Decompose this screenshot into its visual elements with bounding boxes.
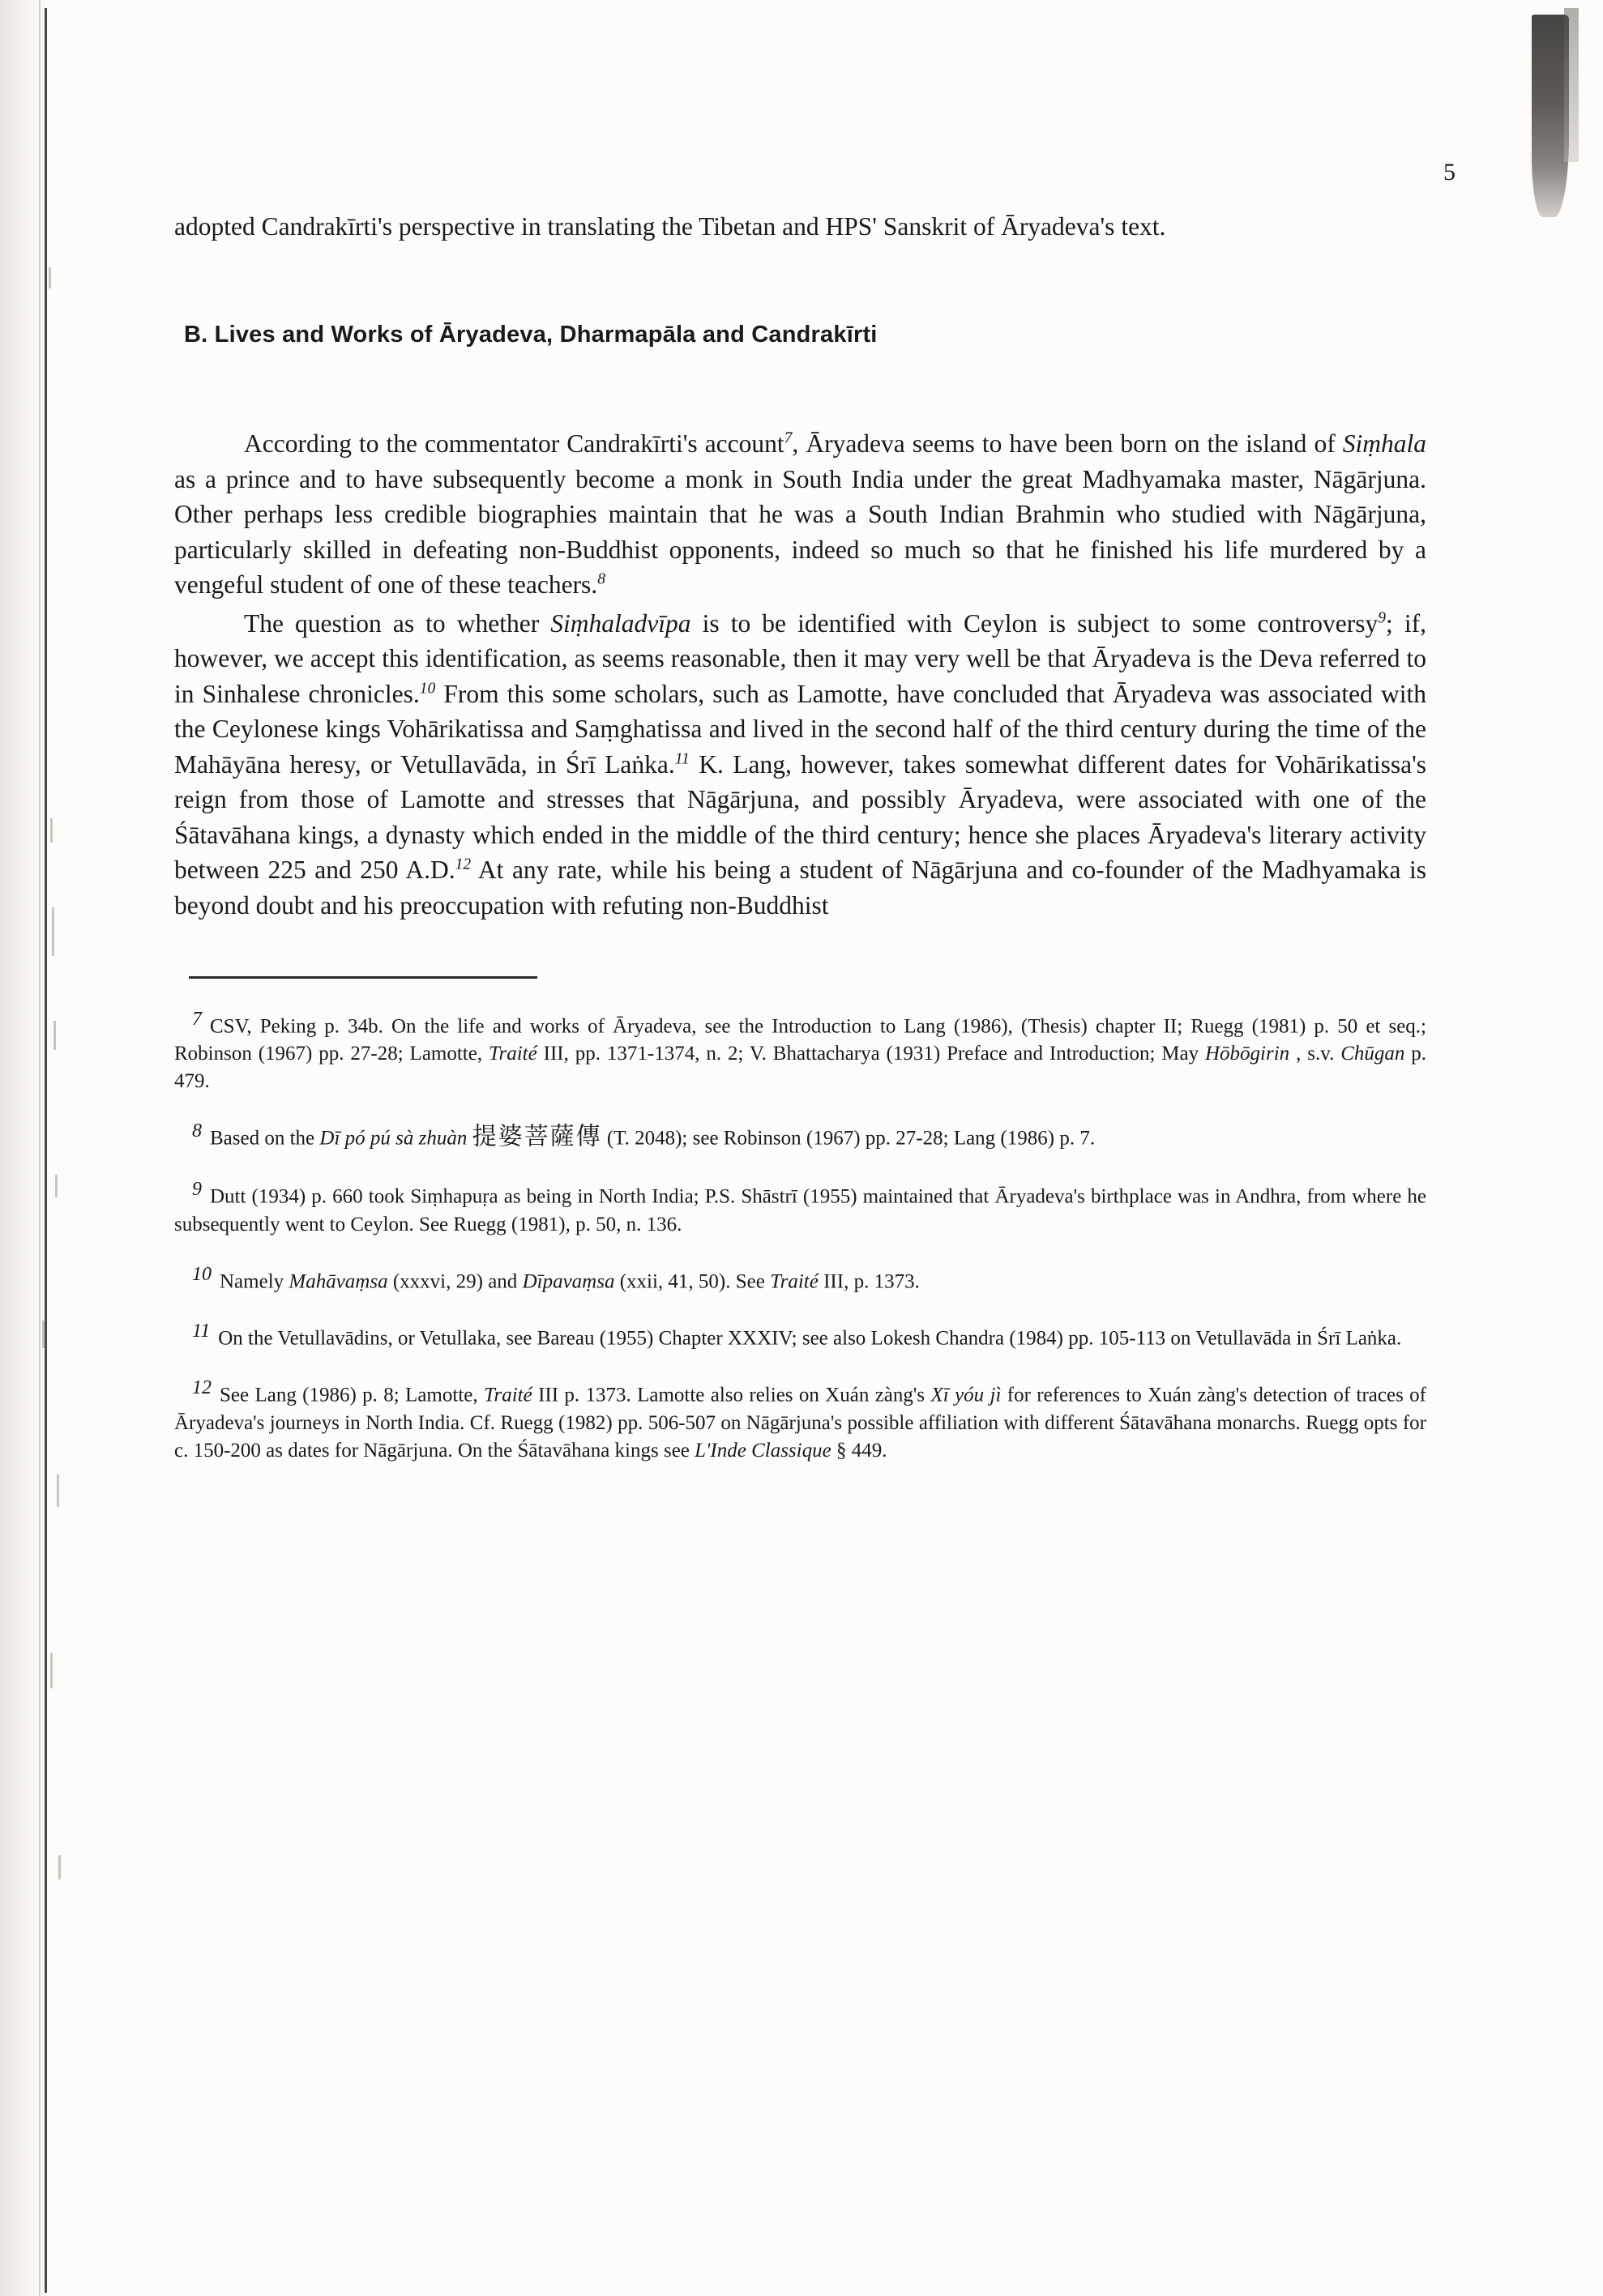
- footnote-text: (xxii, 41, 50). See: [619, 1270, 771, 1293]
- footnote-cjk-text: 提婆菩薩傳: [472, 1122, 602, 1151]
- scan-left-faint-line: [39, 0, 41, 2296]
- footnote-text: (T. 2048); see Robinson (1967) pp. 27-28; Lang (1986) p. 7.: [606, 1127, 1096, 1150]
- footnote-marker: 9: [192, 1179, 202, 1201]
- scan-speck: [50, 818, 53, 843]
- footnote-marker: 8: [192, 1120, 202, 1142]
- footnote-ref-7[interactable]: 7: [784, 429, 793, 447]
- footnote-text: III, p. 1373.: [823, 1270, 920, 1293]
- footnote-text: CSV, Peking p. 34b. On the life and works of Āryadeva, see the Introduction to Lang (1986), (Thesis) chapter II; Ruegg (1981) p. 50 et seq.; Robinson (1967) pp. 27-28; Lamotte,: [174, 1015, 1426, 1065]
- scan-speck: [58, 1855, 61, 1880]
- p2-seg3: ; if, however, we accept this identification, as seems reasonable, then it may very well be that Āryadeva is the Deva referred to in Sinhalese chronicles.: [174, 608, 1426, 708]
- footnotes-block: [174, 1006, 1426, 1465]
- p2-seg5: K. Lang, however, takes somewhat different dates for Vohārikatissa's reign from those of Lamotte and stresses that Nāgārjuna, and possibly Āryadeva, were associated with one of the Śātavāhana kings, a dynasty which ended in the middle of the third century; hence she places Āryadeva's literary activity between 225 and 250 A.D.: [174, 749, 1427, 885]
- footnote-italic-text: Dī pó pú sà zhuàn: [319, 1127, 468, 1150]
- heading-spacer: [174, 348, 1426, 423]
- page-content: [174, 209, 1426, 1487]
- paragraph-2: [174, 606, 1426, 923]
- p2-seg2: is to be identified with Ceylon is subject to some controversy: [690, 608, 1379, 638]
- footnote-italic-text: L'Inde Classique: [695, 1439, 831, 1462]
- footnote-marker: 7: [192, 1009, 202, 1031]
- footnote-marker: 10: [192, 1263, 212, 1285]
- footnote-italic-text: Chūgan: [1340, 1043, 1405, 1065]
- footnote-text: for references to Xuán zàng's detection of traces of Āryadeva's journeys in North India. Cf. Ruegg (1982) pp. 506-507 on Nāgārjuna's possible affiliation with different Śātavāhana monarchs. Ruegg opts for c. 150-200 as dates for Nāgārjuna. On the Śātavāhana kings see: [174, 1384, 1426, 1462]
- scan-speck: [50, 1653, 53, 1688]
- footnote-italic-text: Traité: [770, 1270, 819, 1293]
- footnote-10: [174, 1261, 1426, 1295]
- footnote-11: [174, 1318, 1426, 1352]
- footnote-text: III, pp. 1371-1374, n. 2; V. Bhattacharya (1931) Preface and Introduction; May: [543, 1043, 1205, 1065]
- scan-right-smudge-secondary: [1564, 8, 1579, 162]
- footnote-italic-text: Traité: [483, 1384, 532, 1406]
- page-number: 5: [1443, 159, 1456, 186]
- footnote-ref-8[interactable]: 8: [597, 570, 605, 588]
- scan-speck: [55, 1175, 58, 1197]
- footnote-ref-11[interactable]: 11: [674, 750, 690, 768]
- p1-seg1: According to the commentator Candrakīrti's account: [244, 429, 784, 459]
- footnote-text: On the Vetullavādins, or Vetullaka, see Bareau (1955) Chapter XXXIV; see also Lokesh Chandra (1984) pp. 105-113 on Vetullavāda in Śrī Laṅka.: [218, 1327, 1402, 1350]
- opening-paragraph: adopted Candrakīrti's perspective in translating the Tibetan and HPS' Sanskrit of Āryadeva's text.: [174, 212, 1166, 241]
- scan-left-edge-shadow: [0, 0, 50, 2296]
- paragraph-1: [174, 426, 1426, 602]
- footnote-12: [174, 1375, 1426, 1464]
- footnote-text: III p. 1373. Lamotte also relies on Xuán zàng's: [538, 1384, 931, 1406]
- footnote-text: § 449.: [836, 1439, 887, 1462]
- section-heading: B. Lives and Works of Āryadeva, Dharmapāla and Candrakīrti: [184, 322, 878, 348]
- footnote-7: [174, 1006, 1426, 1095]
- footnote-9: [174, 1176, 1426, 1238]
- scan-speck: [42, 1321, 45, 1348]
- footnote-italic-text: Dīpavaṃsa: [522, 1270, 615, 1293]
- footnote-italic-text: Hōbōgirin: [1205, 1043, 1290, 1065]
- scan-speck: [52, 907, 54, 956]
- footnote-italic-text: Traité: [488, 1043, 537, 1065]
- footnote-text: Namely: [220, 1270, 289, 1293]
- p1-seg2: , Āryadeva seems to have been born on the island of: [792, 429, 1343, 459]
- p1-italic-simhala: Siṃhala: [1342, 429, 1427, 459]
- scan-speck: [57, 1474, 59, 1507]
- p2-italic-simhaladvipa: Siṃhaladvīpa: [550, 608, 691, 638]
- p2-seg1: The question as to whether: [244, 608, 551, 638]
- footnote-marker: 12: [192, 1377, 212, 1399]
- p1-seg3: as a prince and to have subsequently become a monk in South India under the great Madhyamaka master, Nāgārjuna. Other perhaps less credible biographies maintain that he was a South Indian Brahmin who studied with Nāgārjuna, particularly skilled in defeating non-Buddhist opponents, indeed so much so that he finished his life murdered by a vengeful student of one of these teachers.: [174, 464, 1426, 600]
- footnote-text: (xxxvi, 29) and: [392, 1270, 523, 1293]
- footnote-text: Based on the: [210, 1127, 320, 1150]
- footnote-marker: 11: [192, 1321, 211, 1342]
- p2-seg4: From this some scholars, such as Lamotte, have concluded that Āryadeva was associated with the Ceylonese kings Vohārikatissa and Saṃghatissa and lived in the second half of the third century during the time of the Mahāyāna heresy, or Vetullavāda, in Śrī Laṅka.: [174, 679, 1426, 779]
- footnote-text: See Lang (1986) p. 8; Lamotte,: [220, 1384, 484, 1406]
- scan-binding-line: [45, 8, 47, 2293]
- scan-speck: [53, 1021, 56, 1050]
- footnote-text: , s.v.: [1296, 1043, 1341, 1065]
- footnote-ref-9[interactable]: 9: [1378, 609, 1387, 627]
- footnote-ref-10[interactable]: 10: [419, 680, 436, 698]
- footnote-text: Dutt (1934) p. 660 took Siṃhapuṛa as being in North India; P.S. Shāstrī (1955) maintained that Āryadeva's birthplace was in Andhra, from where he subsequently went to Ceylon. See Ruegg (1981), p. 50, n. 136.: [174, 1185, 1426, 1235]
- footnote-italic-text: Mahāvaṃsa: [289, 1270, 388, 1293]
- footnote-8: [174, 1118, 1426, 1154]
- footnote-separator-rule: [189, 976, 537, 979]
- p2-seg6: At any rate, while his being a student of Nāgārjuna and co-founder of the Madhyamaka is beyond doubt and his preoccupation with refuting non-Buddhist: [174, 856, 1426, 920]
- scan-speck: [49, 267, 51, 288]
- footnote-text: p. 479.: [174, 1043, 1427, 1093]
- footnote-ref-12[interactable]: 12: [455, 856, 472, 873]
- footnote-italic-text: Xī yóu jì: [930, 1384, 1002, 1406]
